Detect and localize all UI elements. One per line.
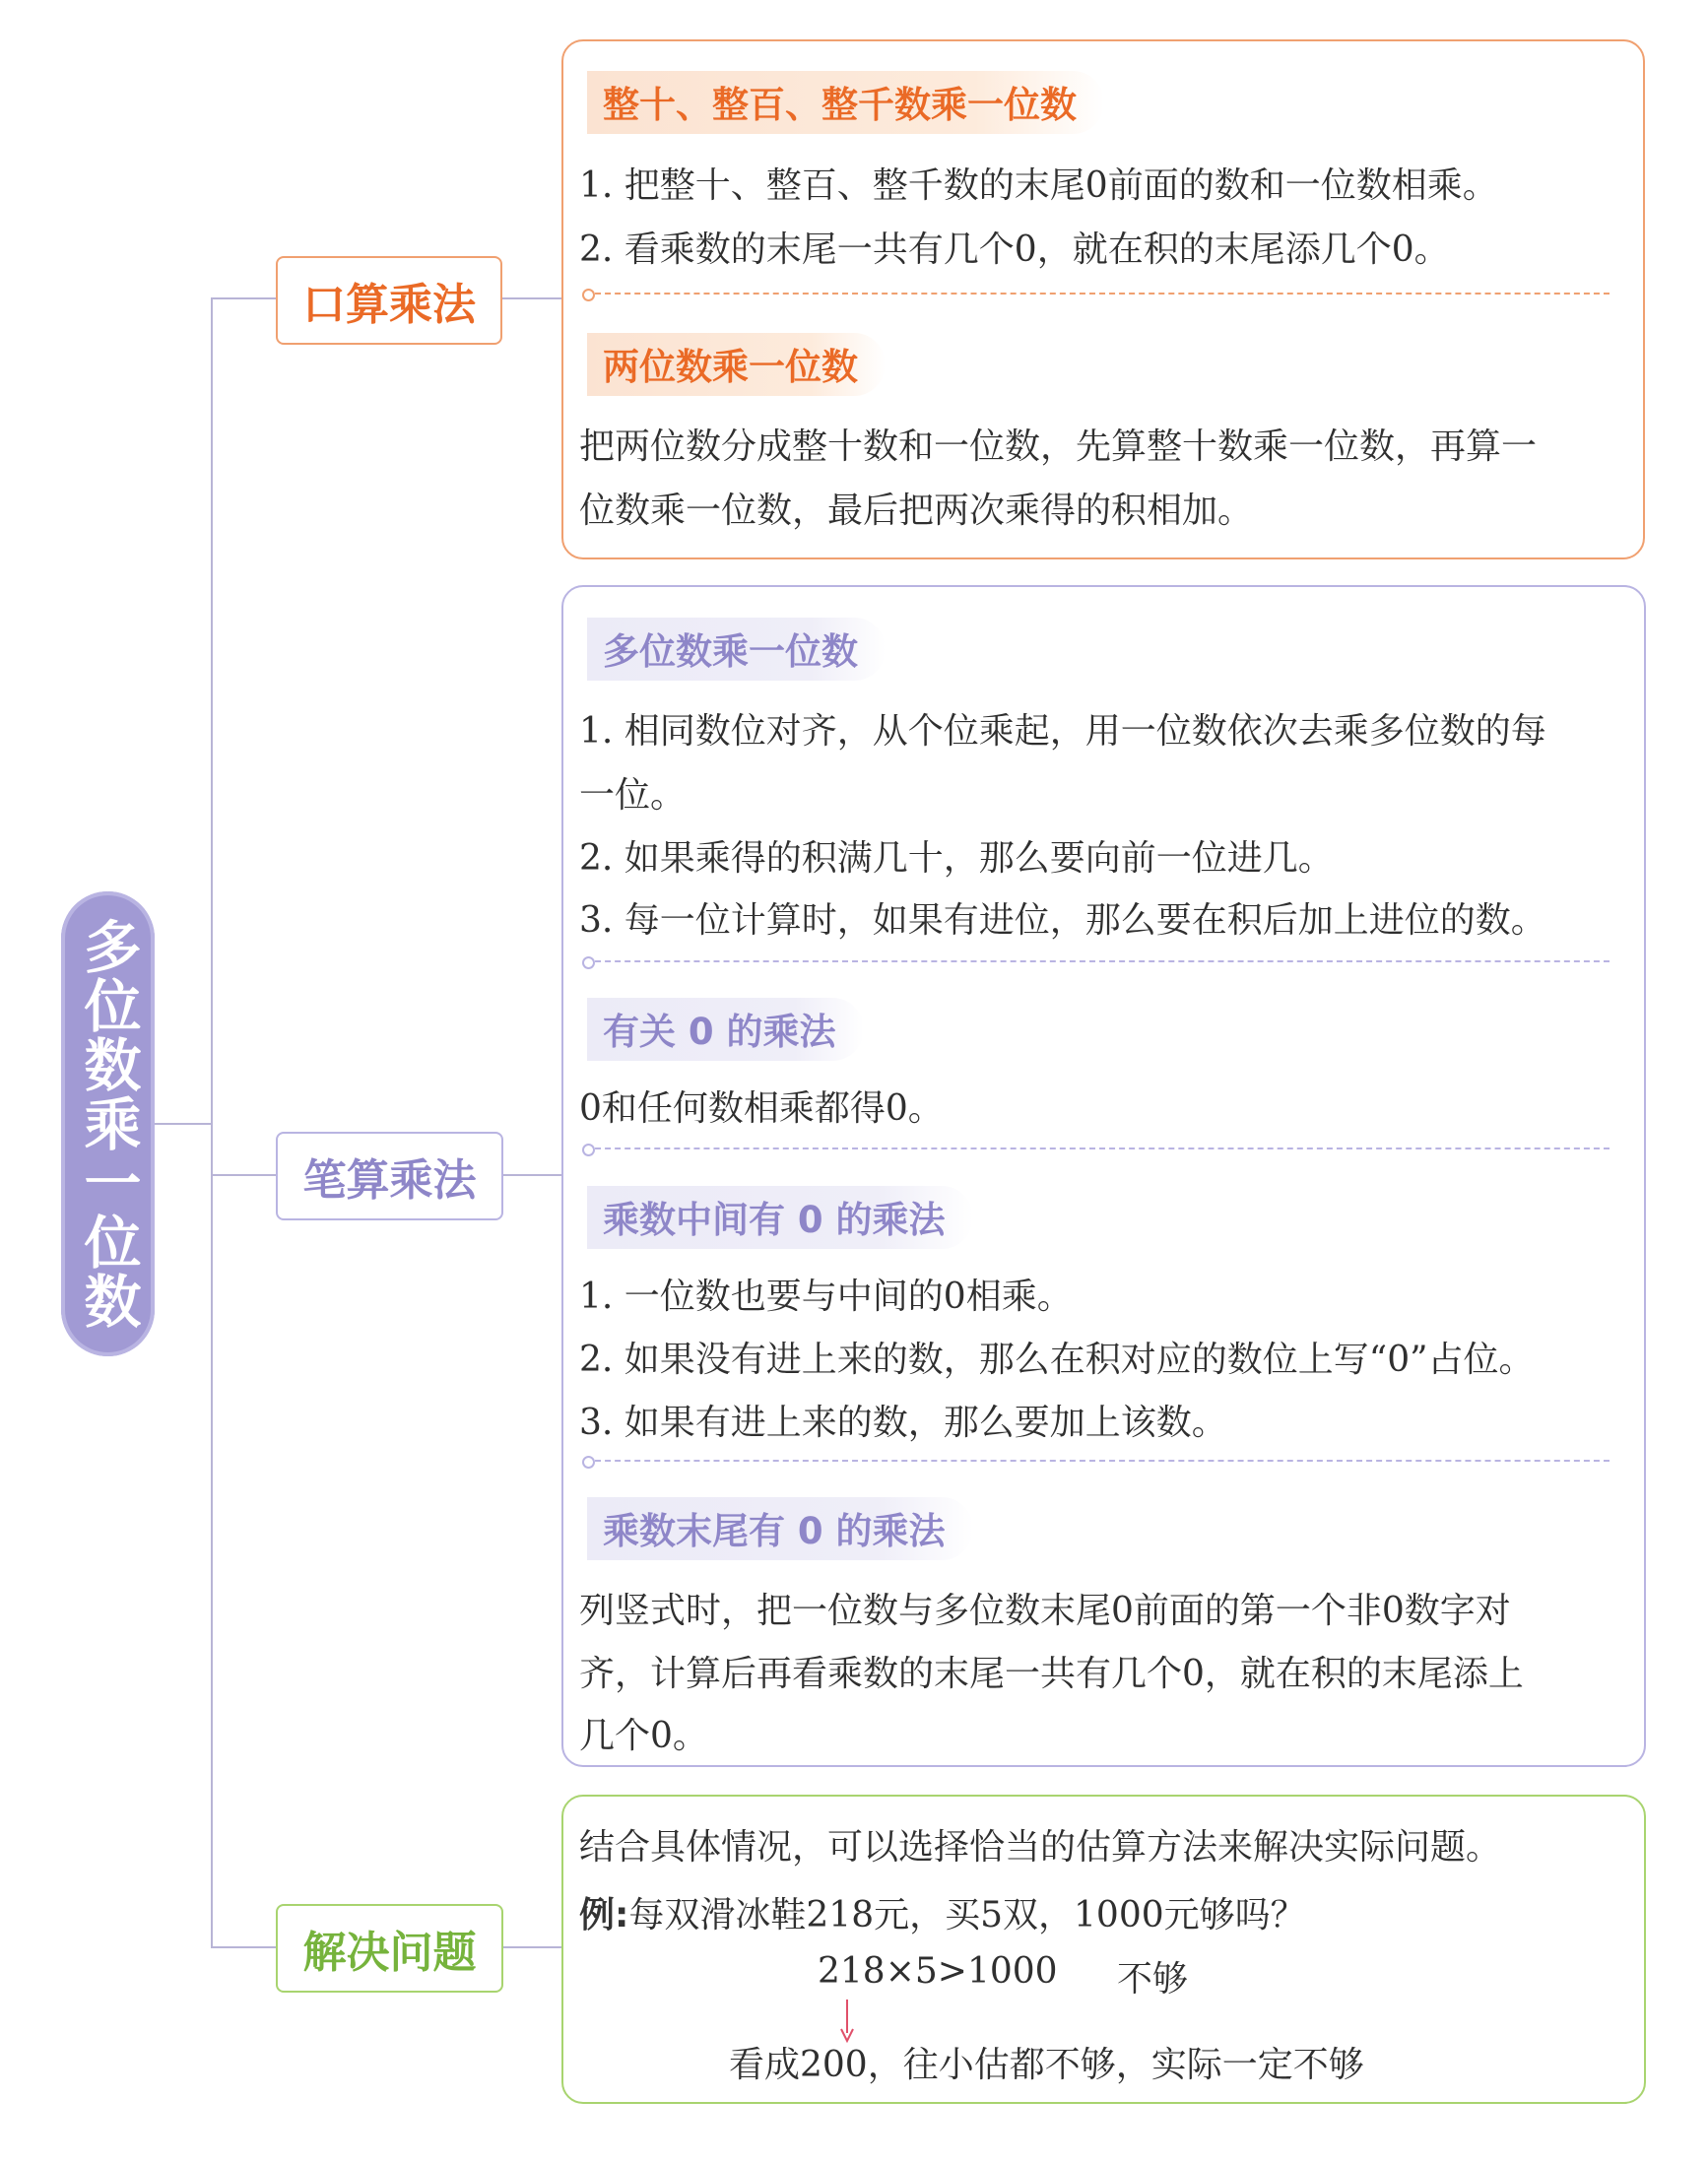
- written-rule-line: 几个0。: [579, 1716, 708, 1756]
- oral-branch-connector: [211, 297, 276, 299]
- written-rule-line: 3. 每一位计算时，如果有进位，那么要在积后加上进位的数。: [579, 900, 1546, 941]
- written-rule-line: 3. 如果有进上来的数，那么要加上该数。: [579, 1403, 1227, 1443]
- example-text: 每双滑冰鞋218元，买5双，1000元够吗？: [628, 1895, 1306, 1935]
- solve-box-connector: [499, 1946, 561, 1948]
- oral-rule-line: 把两位数分成整十数和一位数，先算整十数乘一位数，再算一: [579, 426, 1538, 467]
- section-title-middle-zero: 乘数中间有 0 的乘法: [587, 1186, 973, 1249]
- written-rule-line: 0和任何数相乘都得0。: [579, 1088, 944, 1129]
- written-rule-line: 1. 相同数位对齐，从个位乘起，用一位数依次去乘多位数的每: [579, 711, 1546, 752]
- written-rule-line: 一位。: [579, 775, 687, 816]
- root-title: 多位数乘一位数: [74, 917, 142, 1331]
- section-divider: [585, 293, 1609, 295]
- written-rule-line: 2. 如果没有进上来的数，那么在积对应的数位上写“0”占位。: [579, 1340, 1535, 1380]
- section-title-whole-tens: 整十、整百、整千数乘一位数: [587, 71, 1104, 134]
- written-rule-line: 2. 如果乘得的积满几十，那么要向前一位进几。: [579, 838, 1334, 879]
- branch-oral-multiplication: [276, 256, 502, 345]
- section-title-zero-multiplication: 有关 0 的乘法: [587, 998, 864, 1061]
- branch-problem-solving: [276, 1904, 503, 1993]
- section-title-multi-digit: 多位数乘一位数: [587, 618, 886, 681]
- section-title-two-digit: 两位数乘一位数: [587, 333, 886, 396]
- root-topic: [61, 891, 155, 1356]
- section-divider: [585, 1460, 1609, 1462]
- written-rule-line: 齐，计算后再看乘数的末尾一共有几个0，就在积的末尾添上: [579, 1654, 1524, 1694]
- solve-intro: 结合具体情况，可以选择恰当的估算方法来解决实际问题。: [579, 1827, 1502, 1868]
- written-branch-connector: [211, 1174, 276, 1176]
- estimate-explanation: 看成200，往小估都不够，实际一定不够: [729, 2045, 1364, 2085]
- estimate-formula: 218×5>1000: [818, 1951, 1058, 1992]
- oral-rule-line: 1. 把整十、整百、整千数的末尾0前面的数和一位数相乘。: [579, 165, 1498, 206]
- section-divider: [585, 960, 1609, 962]
- section-title-trailing-zero: 乘数末尾有 0 的乘法: [587, 1497, 973, 1560]
- estimate-verdict: 不够: [1117, 1959, 1189, 2000]
- written-rule-line: 列竖式时，把一位数与多位数末尾0前面的第一个非0数字对: [579, 1591, 1511, 1631]
- written-rule-line: 1. 一位数也要与中间的0相乘。: [579, 1277, 1073, 1317]
- solve-branch-connector: [211, 1946, 276, 1948]
- branch-solve-label: 解决问题: [302, 1928, 477, 1978]
- oral-rule-line: 位数乘一位数，最后把两次乘得的积相加。: [579, 491, 1254, 531]
- example-line: [579, 1887, 1306, 1937]
- oral-box-connector: [498, 297, 561, 299]
- written-box-connector: [499, 1174, 561, 1176]
- branch-oral-label: 口算乘法: [302, 280, 476, 330]
- root-connector: [155, 1123, 212, 1125]
- branch-written-multiplication: [276, 1132, 503, 1220]
- oral-rule-line: 2. 看乘数的末尾一共有几个0，就在积的末尾添几个0。: [579, 230, 1450, 270]
- branch-written-label: 笔算乘法: [302, 1155, 477, 1206]
- example-label: 例:: [579, 1895, 629, 1935]
- section-divider: [585, 1148, 1609, 1149]
